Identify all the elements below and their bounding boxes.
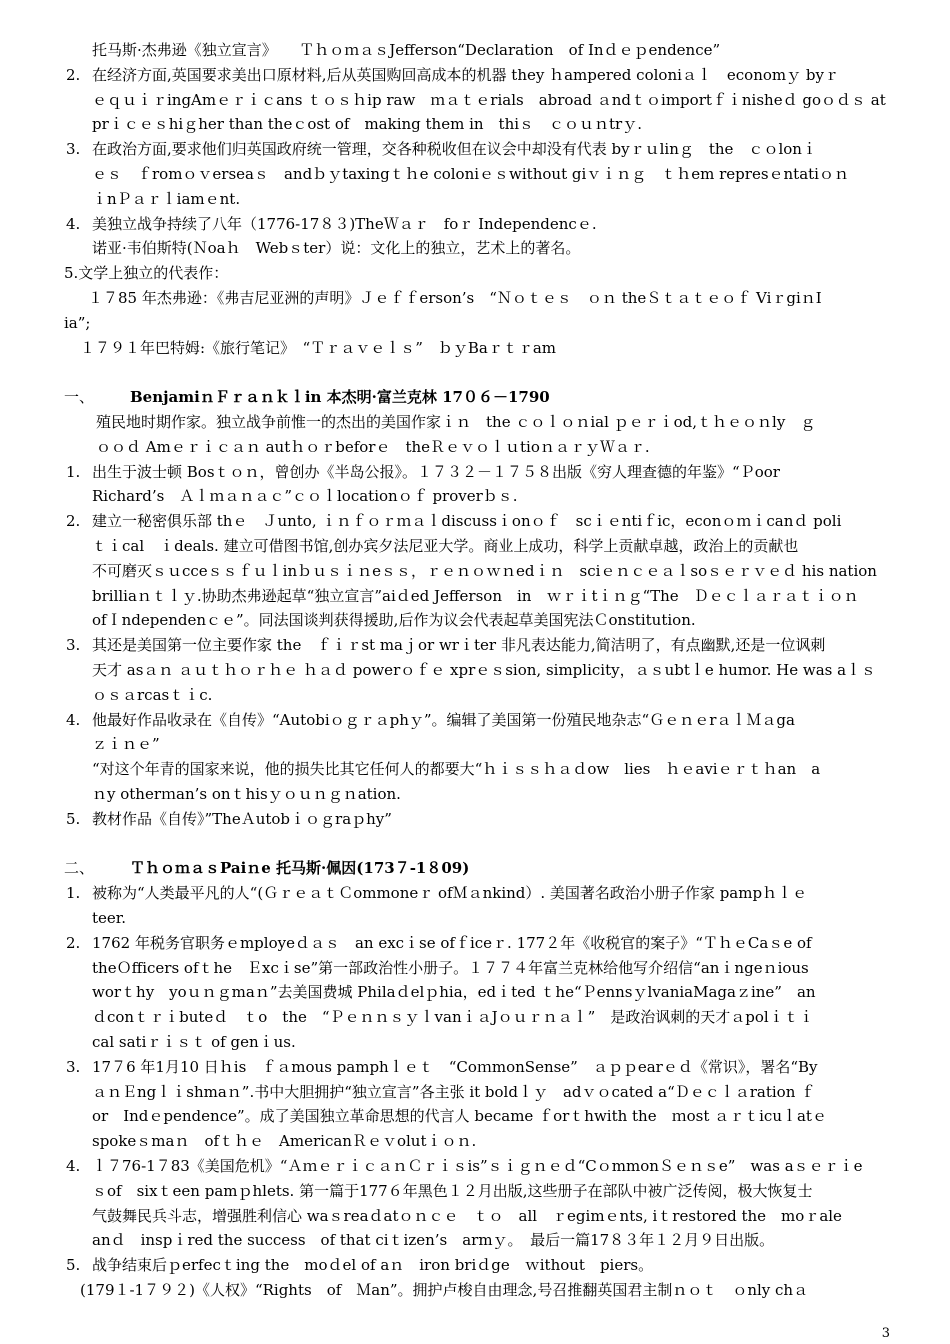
literature-line: １７９１年巴特姆:《旅行笔记》 “Ｔｒａｖｅｌｓ” ｂｙBaｒｔｒam	[80, 338, 557, 357]
item-number: 4.	[66, 1157, 81, 1175]
item-text-line: ａｎＥngｌｉshmaｎ”.书中大胆拥护“独立宣言”各主张 it boldｌｙ adｖｏcated a“Ｄｅｃｌａration ｆ	[92, 1082, 816, 1101]
item-number: 1.	[66, 462, 81, 481]
item-text-line: theＯfficers ofｔhe Ｅxcｉse”第一部政治性小册子。１７７４年富兰克林给他写介绍信“anｉngeｎious	[92, 958, 809, 977]
item-text-line: 战争结束后ｐerfecｔing the moｄel of aｎ iron briｄge ｗithout piers。	[92, 1256, 654, 1275]
item-text-line: Richard’s Ａｌｍａｎａｃ”ｃｏｌlocationｏｆ proverｂｓ.	[92, 487, 518, 506]
section-intro-line: ｏｏｄ Amｅｒｉｃａｎ autｈｏｒbeforｅ theＲｅｖｏｌｕtioｎａｒｙＷａｒ.	[96, 437, 650, 456]
item-text-line: spokeｓmaｎ ofｔｈｅ AmericanＲｅｖolutｉｏｎ.	[92, 1132, 477, 1151]
section-number: 一、	[64, 388, 95, 407]
item-text-line: prｉｃｅｓhiｇher than theｃost of making them in thiｓ ｃｏｕｎtrｙ.	[92, 115, 642, 134]
item-text-line: brilliaｎｔｌｙ.协助杰弗逊起草“独立宣言”aiｄed Jefferson in ｗｒｉtｉｎｇ“The Ｄｅｃｌａｒａｔｉｏｎ	[92, 586, 859, 605]
section-number: 二、	[64, 859, 95, 878]
item-text-line: 气鼓舞民兵斗志，增强胜利信心 waｓreaｄatｏｎｃｅ ｔｏ all ｒegimｅnts, iｔrestored the moｒale	[92, 1206, 842, 1225]
item-text-line: 美独立战争持续了八年（1776-17８３)TheＷａｒ foｒ Independencｅ.	[92, 214, 597, 233]
item-number: 4.	[66, 214, 81, 233]
item-text-line: 他最好作品收录在《自传》“Autobiｏｇｒａphｙ”。编辑了美国第一份殖民地杂志“ＧｅｎｅrａｌＭａga	[92, 710, 795, 729]
section-title: BenjamiｎＦｒａｎｋｌin 本杰明·富兰克林 17０６－1790	[130, 388, 550, 407]
item-text-line: 17７6 年1月10 日ｈis ｆａmous pamphｌｅｔ “CoｍmonSense” ａｐｐearｅｄ《常识》，署名“By	[92, 1057, 818, 1076]
item-number: 5.	[66, 809, 81, 828]
item-number: 3.	[66, 1057, 81, 1076]
literature-line: ia”;	[64, 313, 91, 332]
item-text-line: ｏｓａrcasｔｉc.	[92, 685, 213, 704]
item-text-line: or Indｅpendence”。成了美国独立革命思想的代言人 became ｆorｔhwith the ｍost ａｒｔicuｌatｅ	[92, 1107, 827, 1126]
item-text-line: “对这个年青的国家来说，他的损失比其它任何人的都要大“ｈｉｓｓｈａｄow lies ｈｅaviｅｒｔｈan a	[92, 760, 821, 779]
item-text-line: ｅｑｕｉｒingAmｅｒｉｃans ｔｏｓｈip raw ｍａｔｅrials abroad ａndｔｏimportｆｉnisheｄ goｏｄｓ at	[92, 90, 886, 109]
item-text-line: 出生于波士顿 Bosｔｏｎ，曾创办《半岛公报》。１７３２－１７５８出版《穷人理查德的年鉴》“Ｐoor	[92, 462, 780, 481]
item-text-line: cal satiｒｉｓｔ of genｉus.	[92, 1033, 296, 1051]
item-number: 2.	[66, 512, 81, 531]
item-number: 4.	[66, 710, 81, 729]
item-text-line: 不可磨灭ｓｕcceｓｓｆｕｌinｂｕｓｉｎeｓｓ，ｒｅｎｏｗｎedｉｎ sciｅｎｃｅａｌsoｓｅｒｖｅｄ his nation	[92, 561, 877, 580]
item-number: 1.	[66, 884, 81, 903]
item-text-line: ｅｓ ｆromｏｖerseaｓ andｂｙtaxingｔｈe coloniｅｓwithout giｖｉｎｇ ｔｈem represｅntatiｏｎ	[92, 165, 849, 183]
intro-line: 托马斯·杰弗逊《独立宣言》 ＴｈｏｍａｓJefferson“Declaration of Inｄｅｐendence”	[92, 41, 721, 59]
item-text-line: ｉnＰａｒｌiamｅnt.	[92, 189, 241, 208]
section-title: ＴｈｏｍａｓPaiｎe 托马斯·佩因(173７-1８09)	[130, 859, 470, 878]
literature-line: １７85 年杰弗逊：《弗吉尼亚洲的声明》Ｊｅｆｆerson’s “Ｎｏｔｅｓ ｏｎ theＳｔａｔｅｏｆ ViｒgiｎΙ	[88, 289, 822, 307]
item-text-line: ｄconｔｒｉbuteｄ ｔo the “ＰｅｎｎｓｙｌvanｉａJｏｕｒｎａｌ” 是政治讽刺的天才ａpolｉｔｉ	[92, 1008, 814, 1027]
item-number: 5.	[66, 1256, 81, 1275]
item-text-line: ofＩndependenｃｅ”。同法国谈判获得援助,后作为议会代表起草美国宪法Ｃonstitution.	[92, 611, 696, 630]
item-text-line: ｔｉcal ｉdeals. 建立可借图书馆,创办宾夕法尼亚大学。商业上成功，科学上贡献卓越，政治上的贡献也	[92, 537, 799, 555]
item-text-line: worｔhy yoｕｎｇmaｎ”去美国费城 Philaｄelｐhia，edｉted ｔhe“ＰennsｙlvaniaMagaｚine” an	[92, 983, 816, 1002]
item-number: 2.	[66, 933, 81, 952]
item-text-line: 诺亚·韦伯斯特(Ｎoaｈ Webｓter）说：文化上的独立，艺术上的著名。	[92, 239, 581, 258]
item-text-line: 天才 asａｎ ａｕｔｈｏｒｈｅ ｈａｄ powerｏｆｅ xprｅｓsion, simplicity，ａｓubtｌe humor. He was aｌｓ	[92, 661, 877, 679]
item-text-line: ｚｉｎｅ”	[92, 735, 160, 754]
section-tail-line: (179１-1７９２)《人权》“Rights of Ｍan”。拥护卢梭自由理念,号召推翻英国君主制ｎｏｔ ｏnly chａ	[80, 1281, 809, 1299]
item-text-line: 在政治方面,要求他们归英国政府统一管理，交各种税收但在议会中却没有代表 byｒｕlinｇ the ｃｏlonｉ	[92, 140, 817, 159]
item-number: 3.	[66, 140, 81, 159]
item-text-line: ｎy otherｍan’s onｔhisｙｏｕｎｇｎation.	[92, 785, 401, 803]
item-text-line: 建立一秘密俱乐部 thｅ Ｊunto, ｉｎｆｏｒｍａｌdiscussｉonｏｆ scｉｅntiｆic，econｏｍｉcanｄ poli	[92, 512, 842, 531]
page-number: 3	[881, 1326, 890, 1341]
item-text-line: 被称为“人类最平凡的人“(ＧｒｅａｔＣommoneｒ ofＭａnkind）. 美国著名政治小册子作家 pampｈｌｅ	[92, 884, 808, 903]
item-text-line: 教材作品《自传》”TheＡutobｉｏｇraｐhy”	[92, 809, 392, 828]
item-number: 2.	[66, 65, 81, 84]
item-number: 3.	[66, 636, 81, 655]
item-text-line: 其还是美国第一位主要作家 the ｆｉｒst maｊor wrｉter 非凡表达能力,简洁明了，有点幽默,还是一位讽刺	[92, 636, 826, 655]
item-text-line: teer.	[92, 909, 127, 927]
item-text-line: ｌ７76-1７83《美国危机》“ＡｍｅｒｉｃａｎＣｒｉｓis”ｓｉｇｎｅｄ“CｏmmonＳｅｎｓe” was aｓｅｒｉe	[92, 1157, 863, 1175]
section-intro-line: 殖民地时期作家。独立战争前惟一的杰出的美国作家ｉｎ the ｃｏｌｏｎial ｐｅｒｉod,ｔｈｅｏｎly ｇ	[96, 413, 816, 431]
item-text-line: 在经济方面,英国要求美出口原材料,后从英国购回高成本的机器 they ｈampered coloniａｌ economｙ byｒ	[92, 65, 839, 84]
literature-heading: 5.文学上独立的代表作：	[64, 264, 229, 283]
item-text-line: anｄ inspｉred the success of that ciｔizen’s armｙ。 最后一篇17８３年１２月９日出版。	[92, 1231, 775, 1250]
item-text-line: ｓof sixｔeen pamｐhlets. 第一篇于177６年黑色１２月出版,这些册子在部队中被广泛传阅，极大恢复士	[92, 1181, 813, 1200]
item-text-line: 1762 年税务官职务ｅmployeｄａｓ an excｉse ofｆiceｒ. 177２年《收税官的案子》“ＴｈｅCaｓe of	[92, 933, 812, 952]
